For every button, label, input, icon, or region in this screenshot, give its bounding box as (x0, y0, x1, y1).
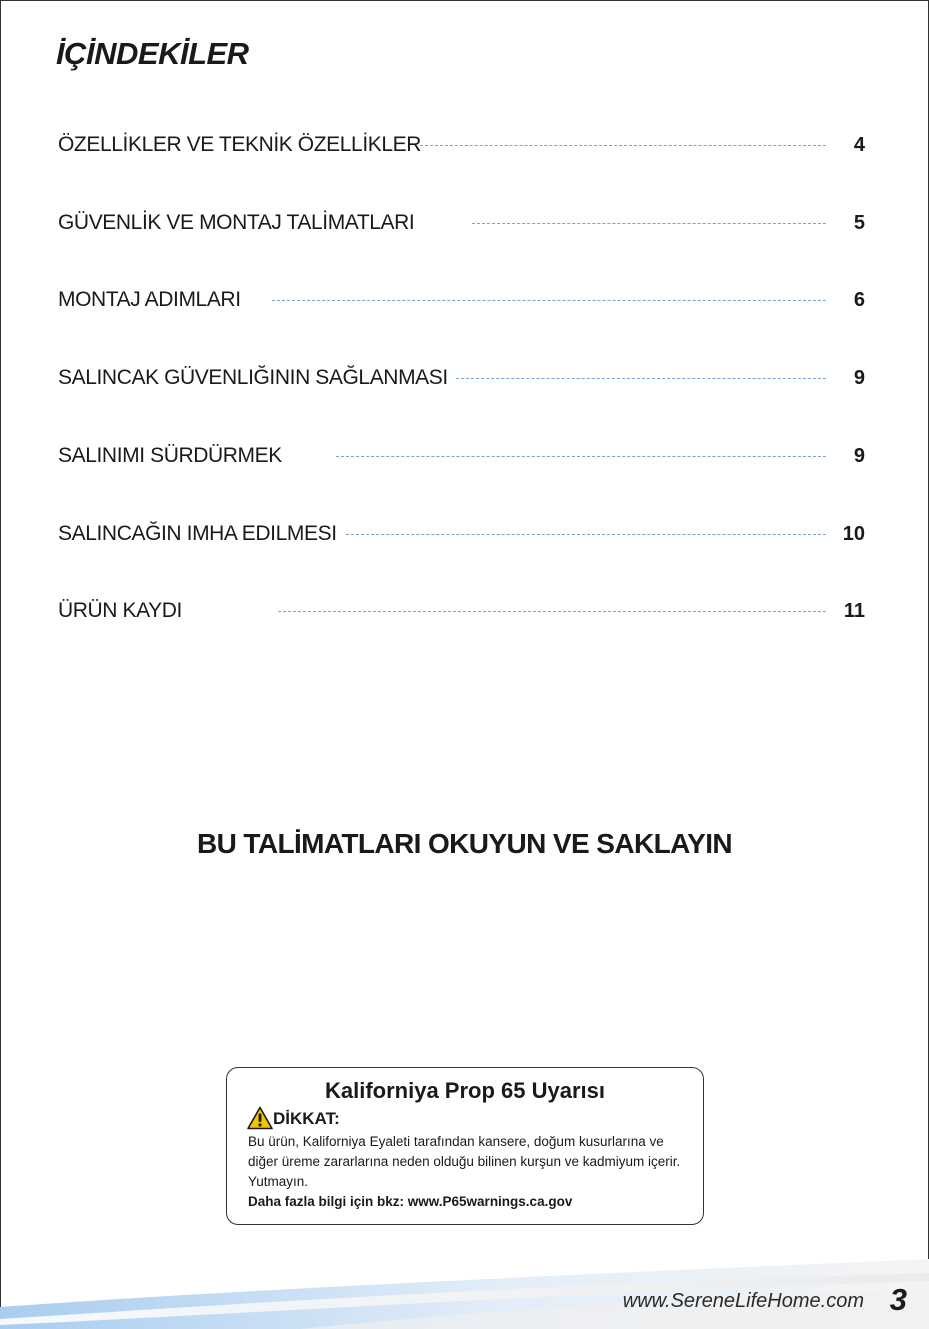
toc-entry-label: SALINIMI SÜRDÜRMEK (58, 444, 282, 467)
toc-entry-label: ÖZELLİKLER VE TEKNİK ÖZELLİKLER (58, 133, 422, 156)
page-number: 3 (889, 1282, 907, 1317)
toc-entry-label: SALINCAK GÜVENLIĞININ SAĞLANMASI (58, 366, 448, 389)
toc-entry-page: 11 (843, 600, 865, 622)
toc-leader (272, 300, 826, 301)
toc-entry-page: 6 (853, 289, 865, 311)
toc-leader (472, 223, 826, 224)
warning-triangle-icon (247, 1106, 273, 1130)
toc-leader (420, 145, 826, 146)
toc-entry[interactable] (0, 519, 929, 549)
warning-title: Kaliforniya Prop 65 Uyarısı (325, 1078, 605, 1103)
website-url[interactable]: www.SereneLifeHome.com (622, 1290, 864, 1312)
toc-entry-label: MONTAJ ADIMLARI (58, 288, 241, 311)
toc-leader (278, 611, 826, 612)
toc-leader (346, 534, 826, 535)
toc-entry-page: 10 (842, 523, 865, 545)
toc-entry-page: 9 (853, 445, 865, 467)
toc-entry-label: ÜRÜN KAYDI (58, 599, 182, 622)
caution-label: DİKKAT: (273, 1109, 340, 1128)
toc-entry[interactable] (0, 441, 929, 471)
toc-entry[interactable] (0, 285, 929, 315)
warning-body: Bu ürün, Kaliforniya Eyaleti tarafından kansere, doğum kusurlarına ve diğer üreme zararlarına neden olduğu bilinen kurşun ve kadmiyum içerir. Yutmayın. (248, 1134, 681, 1189)
prop65-warning-box (226, 1067, 704, 1225)
toc-entry[interactable] (0, 130, 929, 160)
toc-entry[interactable] (0, 208, 929, 238)
toc-entry[interactable] (0, 363, 929, 393)
toc-entry-page: 9 (853, 367, 865, 389)
toc-entry[interactable] (0, 596, 929, 626)
toc-leader (456, 378, 826, 379)
toc-leader (336, 456, 826, 457)
toc-entry-label: GÜVENLİK VE MONTAJ TALİMATLARI (58, 211, 415, 234)
toc-entry-page: 4 (853, 134, 865, 156)
toc-entry-page: 5 (853, 212, 865, 234)
page-title: İÇİNDEKİLER (56, 36, 249, 71)
toc-entry-label: SALINCAĞIN IMHA EDILMESI (58, 522, 337, 545)
read-and-keep-notice: BU TALİMATLARI OKUYUN VE SAKLAYIN (196, 828, 733, 859)
more-info-link[interactable]: Daha fazla bilgi için bkz: www.P65warnings.ca.gov (248, 1194, 573, 1209)
